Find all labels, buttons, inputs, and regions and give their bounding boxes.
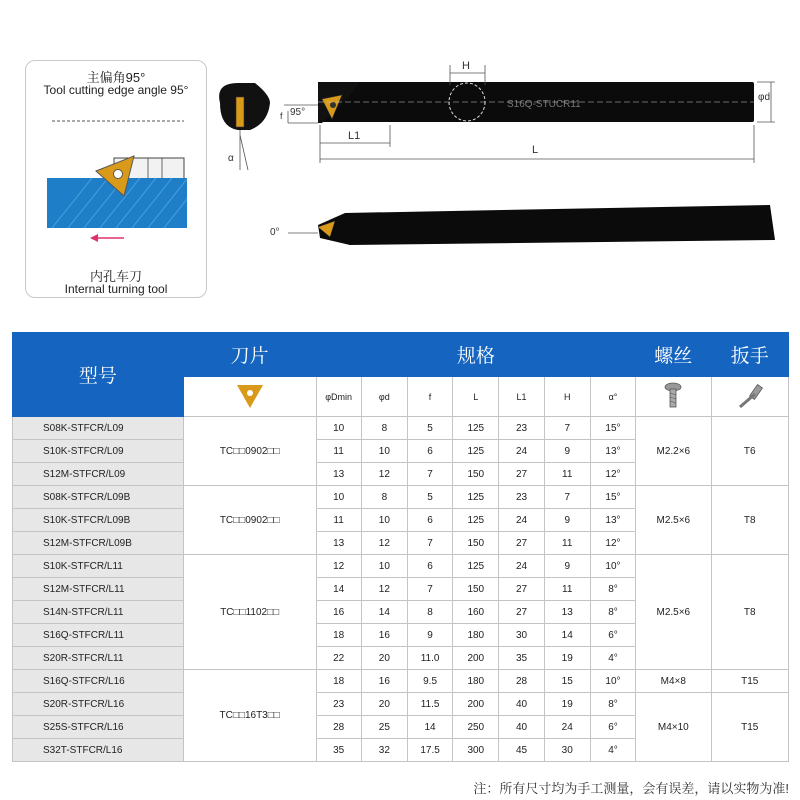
alpha-cell: 12° — [590, 463, 635, 486]
f-cell: 17.5 — [407, 739, 452, 762]
f-cell: 5 — [407, 417, 452, 440]
l1-label: L1 — [348, 130, 361, 142]
model-cell: S08K-STFCR/L09 — [13, 417, 184, 440]
alpha-cell: 10° — [590, 555, 635, 578]
alpha-cell: 10° — [590, 670, 635, 693]
l1-cell: 24 — [499, 440, 544, 463]
l1-cell: 27 — [499, 532, 544, 555]
screw-icon-cell — [636, 377, 711, 417]
l-cell: 160 — [453, 601, 499, 624]
alpha-cell: 4° — [590, 647, 635, 670]
l1-cell: 28 — [499, 670, 544, 693]
h-cell: 19 — [544, 693, 590, 716]
f-cell: 11.5 — [407, 693, 452, 716]
screw-cell: M2.2×6 — [636, 417, 711, 486]
d-cell: 10 — [361, 440, 407, 463]
dmin-cell: 22 — [316, 647, 361, 670]
alpha-cell: 13° — [590, 509, 635, 532]
f-cell: 7 — [407, 532, 452, 555]
dmin-cell: 10 — [316, 417, 361, 440]
blade-cell: TC□□0902□□ — [183, 417, 316, 486]
alpha-cell: 4° — [590, 739, 635, 762]
dmin-cell: 10 — [316, 486, 361, 509]
header-model: 型号 — [13, 333, 184, 417]
l1-cell: 45 — [499, 739, 544, 762]
wrench-cell: T15 — [711, 693, 789, 762]
wrench-icon-cell — [711, 377, 789, 417]
d-cell: 10 — [361, 509, 407, 532]
model-cell: S25S-STFCR/L16 — [13, 716, 184, 739]
angle-0-label: 0° — [270, 227, 280, 238]
header-wrench: 扳手 — [711, 333, 789, 377]
col-header-l1: L1 — [499, 377, 544, 417]
l-label: L — [532, 144, 539, 156]
dmin-cell: 18 — [316, 624, 361, 647]
tool-drawings — [210, 55, 800, 270]
model-cell: S16Q-STFCR/L11 — [13, 624, 184, 647]
wrench-cell: T6 — [711, 417, 789, 486]
l-cell: 125 — [453, 555, 499, 578]
l-cell: 125 — [453, 417, 499, 440]
h-cell: 9 — [544, 509, 590, 532]
f-cell: 6 — [407, 509, 452, 532]
wrench-cell: T8 — [711, 555, 789, 670]
l-cell: 180 — [453, 624, 499, 647]
l1-cell: 24 — [499, 555, 544, 578]
measurement-note: 注：所有尺寸均为手工测量，会有误差，请以实物为准! — [473, 781, 789, 796]
phi-d-label: φd — [758, 92, 771, 103]
d-cell: 10 — [361, 555, 407, 578]
d-cell: 12 — [361, 532, 407, 555]
dmin-cell: 11 — [316, 509, 361, 532]
header-spec: 规格 — [316, 333, 636, 377]
model-cell: S10K-STFCR/L09B — [13, 509, 184, 532]
l1-cell: 30 — [499, 624, 544, 647]
dmin-cell: 16 — [316, 601, 361, 624]
h-label: H — [462, 60, 470, 72]
blade-cell: TC□□0902□□ — [183, 486, 316, 555]
screw-cell: M2.5×6 — [636, 555, 711, 670]
l1-cell: 27 — [499, 463, 544, 486]
d-cell: 8 — [361, 486, 407, 509]
model-cell: S16Q-STFCR/L16 — [13, 670, 184, 693]
model-cell: S08K-STFCR/L09B — [13, 486, 184, 509]
l-cell: 150 — [453, 532, 499, 555]
dmin-cell: 28 — [316, 716, 361, 739]
f-cell: 9 — [407, 624, 452, 647]
model-cell: S10K-STFCR/L11 — [13, 555, 184, 578]
alpha-cell: 13° — [590, 440, 635, 463]
h-cell: 13 — [544, 601, 590, 624]
l1-cell: 23 — [499, 417, 544, 440]
l1-cell: 40 — [499, 693, 544, 716]
internal-turning-diagram — [44, 116, 192, 246]
alpha-cell: 15° — [590, 417, 635, 440]
f-cell: 7 — [407, 578, 452, 601]
insert-icon — [235, 382, 265, 410]
col-header-dmin: φDmin — [316, 377, 361, 417]
alpha-cell: 8° — [590, 693, 635, 716]
angle-95-label: 95° — [290, 107, 306, 118]
f-cell: 6 — [407, 440, 452, 463]
f-cell: 9.5 — [407, 670, 452, 693]
dmin-cell: 18 — [316, 670, 361, 693]
f-cell: 7 — [407, 463, 452, 486]
d-cell: 32 — [361, 739, 407, 762]
l-cell: 125 — [453, 486, 499, 509]
blade-cell: TC□□16T3□□ — [183, 670, 316, 762]
model-cell: S14N-STFCR/L11 — [13, 601, 184, 624]
h-cell: 9 — [544, 440, 590, 463]
l-cell: 125 — [453, 509, 499, 532]
d-cell: 16 — [361, 670, 407, 693]
dmin-cell: 13 — [316, 532, 361, 555]
f-cell: 14 — [407, 716, 452, 739]
card-title-en: Tool cutting edge angle 95° — [43, 83, 189, 97]
h-cell: 15 — [544, 670, 590, 693]
h-cell: 24 — [544, 716, 590, 739]
l-cell: 150 — [453, 578, 499, 601]
f-label: f — [280, 111, 283, 121]
card-title-cn: 主偏角95° — [86, 70, 146, 85]
wrench-icon — [735, 381, 765, 411]
h-cell: 19 — [544, 647, 590, 670]
wrench-cell: T8 — [711, 486, 789, 555]
dmin-cell: 14 — [316, 578, 361, 601]
h-cell: 11 — [544, 532, 590, 555]
card-footer-cn: 内孔车刀 — [89, 269, 142, 284]
l-cell: 180 — [453, 670, 499, 693]
d-cell: 12 — [361, 578, 407, 601]
dmin-cell: 12 — [316, 555, 361, 578]
model-cell: S32T-STFCR/L16 — [13, 739, 184, 762]
col-header-h: H — [544, 377, 590, 417]
tool-top-view — [280, 60, 775, 163]
screw-cell: M2.5×6 — [636, 486, 711, 555]
d-cell: 8 — [361, 417, 407, 440]
blade-cell: TC□□1102□□ — [183, 555, 316, 670]
wrench-cell: T15 — [711, 670, 789, 693]
tool-end-view — [219, 83, 270, 170]
d-cell: 12 — [361, 463, 407, 486]
alpha-cell: 6° — [590, 624, 635, 647]
d-cell: 25 — [361, 716, 407, 739]
l1-cell: 27 — [499, 578, 544, 601]
d-cell: 16 — [361, 624, 407, 647]
h-cell: 7 — [544, 417, 590, 440]
h-cell: 11 — [544, 578, 590, 601]
screw-icon — [662, 381, 684, 411]
col-header-f: f — [407, 377, 452, 417]
l-cell: 200 — [453, 693, 499, 716]
h-cell: 7 — [544, 486, 590, 509]
alpha-cell: 8° — [590, 578, 635, 601]
model-cell: S12M-STFCR/L11 — [13, 578, 184, 601]
alpha-label: α — [228, 153, 234, 164]
alpha-cell: 6° — [590, 716, 635, 739]
col-header-alpha: α° — [590, 377, 635, 417]
dmin-cell: 13 — [316, 463, 361, 486]
col-header-d: φd — [361, 377, 407, 417]
l-cell: 150 — [453, 463, 499, 486]
d-cell: 20 — [361, 647, 407, 670]
h-cell: 30 — [544, 739, 590, 762]
blade-icon-cell — [183, 377, 316, 417]
l-cell: 250 — [453, 716, 499, 739]
model-cell: S12M-STFCR/L09B — [13, 532, 184, 555]
alpha-cell: 8° — [590, 601, 635, 624]
dmin-cell: 23 — [316, 693, 361, 716]
model-cell: S20R-STFCR/L16 — [13, 693, 184, 716]
dmin-cell: 35 — [316, 739, 361, 762]
header-blade: 刀片 — [183, 333, 316, 377]
tool-side-view — [270, 205, 775, 245]
f-cell: 5 — [407, 486, 452, 509]
model-cell: S10K-STFCR/L09 — [13, 440, 184, 463]
dmin-cell: 11 — [316, 440, 361, 463]
l-cell: 125 — [453, 440, 499, 463]
d-cell: 20 — [361, 693, 407, 716]
header-screw: 螺丝 — [636, 333, 711, 377]
f-cell: 6 — [407, 555, 452, 578]
h-cell: 9 — [544, 555, 590, 578]
l1-cell: 23 — [499, 486, 544, 509]
l1-cell: 24 — [499, 509, 544, 532]
col-header-l: L — [453, 377, 499, 417]
l-cell: 200 — [453, 647, 499, 670]
d-cell: 14 — [361, 601, 407, 624]
bar-engraving: S16Q-STUCR11 — [507, 99, 581, 110]
h-cell: 11 — [544, 463, 590, 486]
l1-cell: 40 — [499, 716, 544, 739]
screw-cell: M4×8 — [636, 670, 711, 693]
alpha-cell: 12° — [590, 532, 635, 555]
model-cell: S12M-STFCR/L09 — [13, 463, 184, 486]
f-cell: 8 — [407, 601, 452, 624]
l-cell: 300 — [453, 739, 499, 762]
l1-cell: 27 — [499, 601, 544, 624]
h-cell: 14 — [544, 624, 590, 647]
cutting-angle-card — [25, 60, 207, 298]
alpha-cell: 15° — [590, 486, 635, 509]
model-cell: S20R-STFCR/L11 — [13, 647, 184, 670]
screw-cell: M4×10 — [636, 693, 711, 762]
spec-table — [12, 332, 789, 762]
card-footer-en: Internal turning tool — [64, 282, 168, 296]
f-cell: 11.0 — [407, 647, 452, 670]
l1-cell: 35 — [499, 647, 544, 670]
